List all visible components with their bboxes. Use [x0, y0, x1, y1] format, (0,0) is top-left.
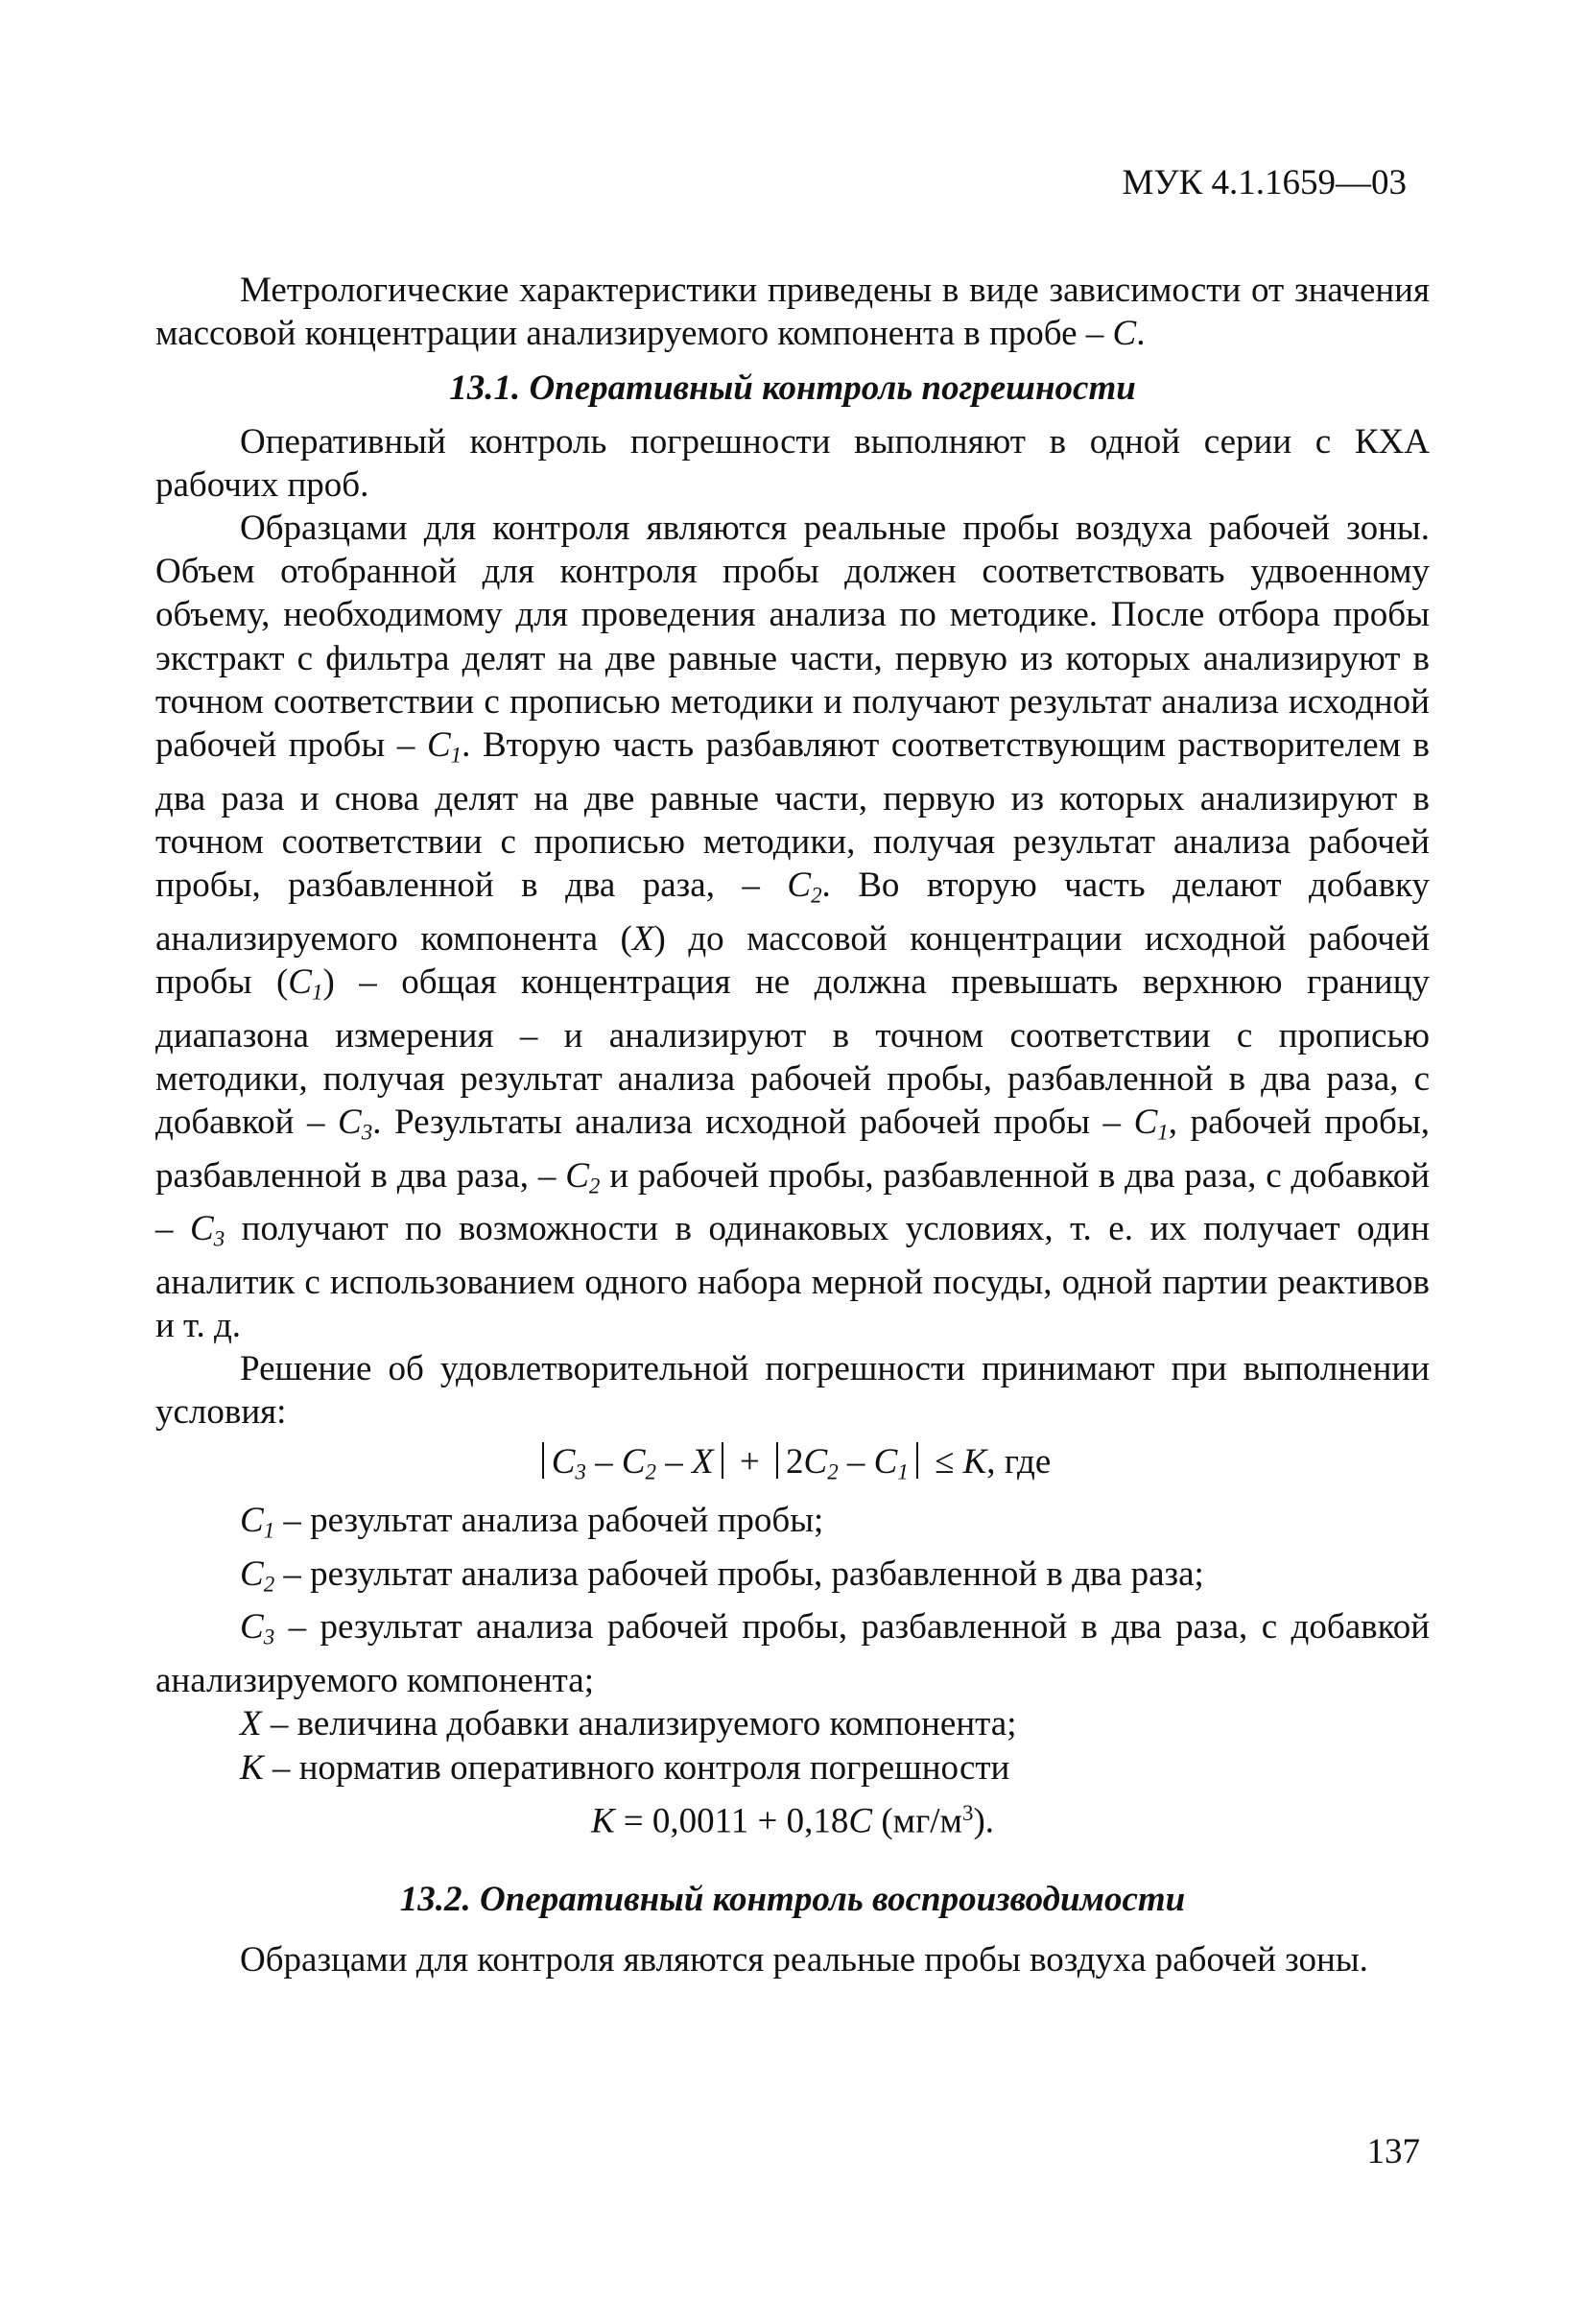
sym: С [240, 1607, 264, 1648]
sym: С [288, 961, 312, 1002]
abs-bar [776, 1442, 778, 1479]
abs-bar [542, 1442, 544, 1479]
k-unit: (мг/м [872, 1801, 962, 1841]
section-heading-13-2: 13.2. Оперативный контроль воспроизводимости [399, 1879, 1186, 1919]
k-unit-sup: 3 [961, 1800, 974, 1825]
abs-bar [722, 1442, 723, 1479]
sym: Х [631, 918, 654, 959]
sym: К [240, 1747, 264, 1788]
sub: 1 [450, 743, 462, 768]
p2-t9: получают по возможности в одинаковых условиях, т. е. их получает один аналитик с использованием одного набора мерной посуды, одной партии реактивов и т. д. [155, 1209, 1431, 1345]
sub: 2 [811, 883, 822, 908]
sym: С [240, 1501, 264, 1541]
p2-t1: Образцами для контроля являются реальные пробы воздуха рабочей зоны. Объем отобранной для контроля пробы должен соответствовать удвоенному объему, необходимому для проведения анализа по методике. После отбора пробы экстракт с фильтра делят на две равные части, первую из которых анализируют в точном соответствии с прописью методики и получают результат анализа исходной рабочей пробы – [155, 509, 1430, 766]
k-rhs: = 0,0011 + 0,18 [614, 1801, 849, 1841]
sym: С [621, 1441, 646, 1482]
definition-text: – величина добавки анализируемого компонента; [270, 1704, 1017, 1744]
sym: Х [240, 1704, 262, 1744]
p2-t4: ) до массовой концентрации исходной рабочей пробы ( [155, 918, 1430, 1002]
document-body [155, 269, 1430, 1981]
sym: С [873, 1441, 898, 1482]
k-var: С [848, 1801, 873, 1841]
k-formula [155, 1791, 1430, 1843]
p2-t6: . Результаты анализа исходной рабочей пробы – [372, 1102, 1134, 1142]
sym: С [426, 725, 451, 766]
abs-bar [916, 1442, 918, 1479]
section1-paragraph-3: Решение об удовлетворительной погрешности принимают при выполнении условия: [155, 1349, 1430, 1433]
k-lhs: К [590, 1801, 615, 1841]
p2-t8: и рабочей пробы, разбавленной в два раза, с добавкой – [155, 1155, 1430, 1249]
intro-text: Метрологические характеристики приведены в виде зависимости от значения массовой концентрации анализируемого компонента в пробе – [155, 271, 1430, 354]
definition-c3 [155, 1605, 1430, 1702]
sym: С [803, 1441, 828, 1482]
intro-var: С [1112, 314, 1137, 354]
p2-t7: , рабочей пробы, разбавленной в два раза, – [155, 1102, 1430, 1196]
sym: С [190, 1209, 214, 1249]
definition-text: – результат анализа рабочей пробы; [283, 1501, 824, 1541]
sub: 3 [575, 1459, 586, 1484]
sub: 1 [311, 980, 323, 1005]
p2-t2: . Вторую часть разбавляют соответствующим растворителем в два раза и снова делят на две равные части, первую из которых анализируют в точном соответствии с прописью методики, получая результат анализа рабочей пробы, разбавленной в два раза, – [155, 725, 1431, 906]
sym: С [338, 1102, 362, 1142]
sub: 3 [213, 1226, 225, 1251]
page-number: 137 [1366, 2132, 1420, 2171]
sym: С [787, 866, 812, 906]
k-unit-end: ). [973, 1801, 995, 1841]
sub: 2 [263, 1572, 275, 1597]
sym: К [962, 1441, 987, 1482]
section1-paragraph-2 [155, 507, 1430, 1347]
sym: С [551, 1441, 576, 1482]
sub: 1 [1157, 1120, 1169, 1145]
definition-text: – результат анализа рабочей пробы, разбавленной в два раза; [283, 1553, 1204, 1594]
section2-paragraph-1: Образцами для контроля являются реальные пробы воздуха рабочей зоны. [240, 1939, 1368, 1980]
sub: 3 [361, 1120, 373, 1145]
document-code-header: МУК 4.1.1659—03 [1122, 163, 1407, 202]
sub: 1 [897, 1459, 909, 1484]
p2-t3: . Во вторую часть делают добавку анализируемого компонента ( [155, 866, 1431, 959]
definition-text: – норматив оперативного контроля погрешности [272, 1747, 1010, 1788]
condition-suffix: , где [986, 1441, 1052, 1482]
intro-end: . [1136, 314, 1146, 354]
definition-c1 [155, 1499, 1430, 1553]
sym: С [565, 1155, 589, 1196]
p2-t5: ) – общая концентрация не должна превышать верхнюю границу диапазона измерения – и анализируют в точном соответствии с прописью методики, получая результат анализа рабочей пробы, разбавленной в два раза, с добавкой – [155, 961, 1430, 1142]
definition-k [155, 1746, 1430, 1790]
sub: 2 [588, 1173, 601, 1198]
definition-c2 [155, 1553, 1430, 1606]
definition-x [155, 1702, 1430, 1745]
sym: С [240, 1553, 264, 1594]
sym: Х [692, 1441, 714, 1482]
section1-paragraph-1: Оперативный контроль погрешности выполняют в одной серии с КХА рабочих проб. [155, 421, 1430, 505]
intro-paragraph [155, 269, 1430, 355]
sub: 2 [645, 1459, 657, 1484]
sub: 3 [263, 1624, 275, 1649]
sym: С [1133, 1102, 1158, 1142]
sub: 1 [263, 1518, 275, 1543]
condition-formula: $С_3 - С_2 - Х + 2С_2 - С_1 \le К$, где [155, 1440, 1430, 1494]
section-heading-13-1: 13.1. Оперативный контроль погрешности [449, 368, 1136, 409]
sub: 2 [827, 1459, 839, 1484]
definition-text: – результат анализа рабочей пробы, разбавленной в два раза, с добавкой анализируемого компонента; [155, 1607, 1431, 1701]
